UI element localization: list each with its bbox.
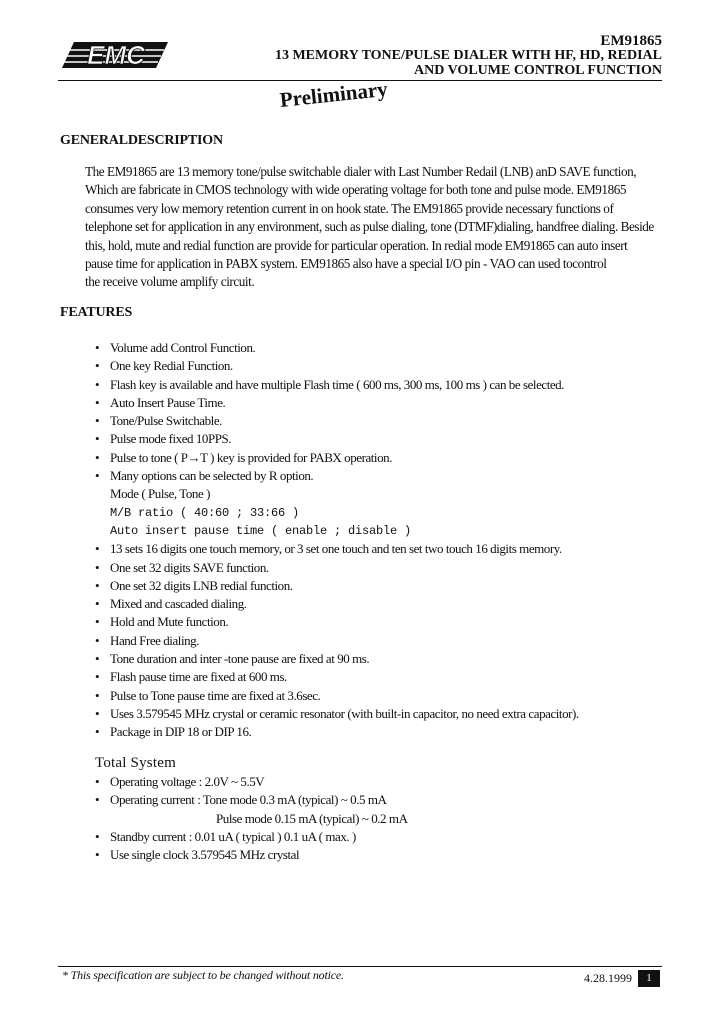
total-system-list (95, 773, 408, 864)
description-line: Which are fabricate in CMOS technology with wide operating voltage for both tone and pulse mode. EM91865 (85, 182, 626, 198)
description-line: the receive volume amplify circuit. (85, 274, 255, 290)
feature-item: • Volume add Control Function. (95, 339, 675, 357)
feature-item: • One set 32 digits SAVE function. (95, 559, 675, 577)
footer-rule (58, 966, 662, 967)
feature-item: • Uses 3.579545 MHz crystal or ceramic resonator (with built-in capacitor, no need extra capacitor). (95, 705, 675, 723)
description-line: this, hold, mute and redial function are provide for particular operation. In redial mode EM91865 can auto insert (85, 237, 628, 253)
option-item: M/B ratio ( 40:60 ; 33:66 ) (110, 505, 300, 520)
total-system-heading: Total System (95, 755, 176, 771)
description-line: consumes very low memory retention current in on hook state. The EM91865 provide necessary functions of (85, 200, 614, 216)
general-description-body (85, 163, 665, 292)
page-number: 1 (646, 972, 652, 984)
part-number: EM91865 (600, 33, 662, 49)
doc-title-line-2: AND VOLUME CONTROL FUNCTION (414, 63, 662, 78)
spec-item: • Standby current : 0.01 uA ( typical ) 0.1 uA ( max. ) (95, 828, 408, 846)
option-item: Mode ( Pulse, Tone ) (110, 486, 210, 502)
svg-text:EMC: EMC (87, 40, 145, 70)
feature-item: • Hold and Mute function. (95, 613, 675, 631)
feature-item: • Auto Insert Pause Time. (95, 394, 675, 412)
spec-item: • Operating voltage : 2.0V ~ 5.5V (95, 773, 408, 791)
preliminary-stamp: Preliminary (278, 76, 389, 112)
footer-date: 4.28.1999 (584, 971, 632, 985)
feature-item: • Flash key is available and have multiple Flash time ( 600 ms, 300 ms, 100 ms ) can be selected. (95, 376, 675, 394)
feature-item: • Flash pause time are fixed at 600 ms. (95, 668, 675, 686)
emc-logo (60, 40, 170, 70)
features-list (95, 339, 675, 742)
feature-item: • Many options can be selected by R option. (95, 467, 675, 485)
option-item: Auto insert pause time ( enable ; disable ) (110, 523, 412, 538)
feature-item: • Tone/Pulse Switchable. (95, 412, 675, 430)
description-line: telephone set for application in any environment, such as pulse dialing, tone (DTMF)dialing, handfree dialing. Beside (85, 219, 654, 235)
spec-item: • Operating current : Tone mode 0.3 mA (typical) ~ 0.5 mA (95, 791, 408, 809)
feature-item: • 13 sets 16 digits one touch memory, or 3 set one touch and ten set two touch 16 digits memory. (95, 540, 675, 558)
footer-note: * This specification are subject to be changed without notice. (62, 968, 344, 982)
feature-item: • Tone duration and inter -tone pause are fixed at 90 ms. (95, 650, 675, 668)
spec-item-continuation: Pulse mode 0.15 mA (typical) ~ 0.2 mA (216, 810, 408, 826)
feature-item: • Hand Free dialing. (95, 632, 675, 650)
spec-item: • Use single clock 3.579545 MHz crystal (95, 846, 408, 864)
feature-item: • Pulse to Tone pause time are fixed at 3.6sec. (95, 687, 675, 705)
doc-title-line-1: 13 MEMORY TONE/PULSE DIALER WITH HF, HD, REDIAL (274, 48, 662, 63)
feature-item: • One set 32 digits LNB redial function. (95, 577, 675, 595)
description-line: pause time for application in PABX system. EM91865 also have a special I/O pin - VAO can used tocontrol (85, 256, 607, 272)
feature-item: • Pulse to tone ( P→T ) key is provided for PABX operation. (95, 449, 675, 467)
description-line: The EM91865 are 13 memory tone/pulse switchable dialer with Last Number Redail (LNB) anD SAVE function, (85, 164, 637, 179)
feature-item: • Pulse mode fixed 10PPS. (95, 430, 675, 448)
general-description-heading: GENERALDESCRIPTION (60, 133, 223, 148)
feature-item: • Mixed and cascaded dialing. (95, 595, 675, 613)
feature-item: • One key Redial Function. (95, 357, 675, 375)
feature-item: • Package in DIP 18 or DIP 16. (95, 723, 675, 741)
features-heading: FEATURES (60, 305, 133, 320)
